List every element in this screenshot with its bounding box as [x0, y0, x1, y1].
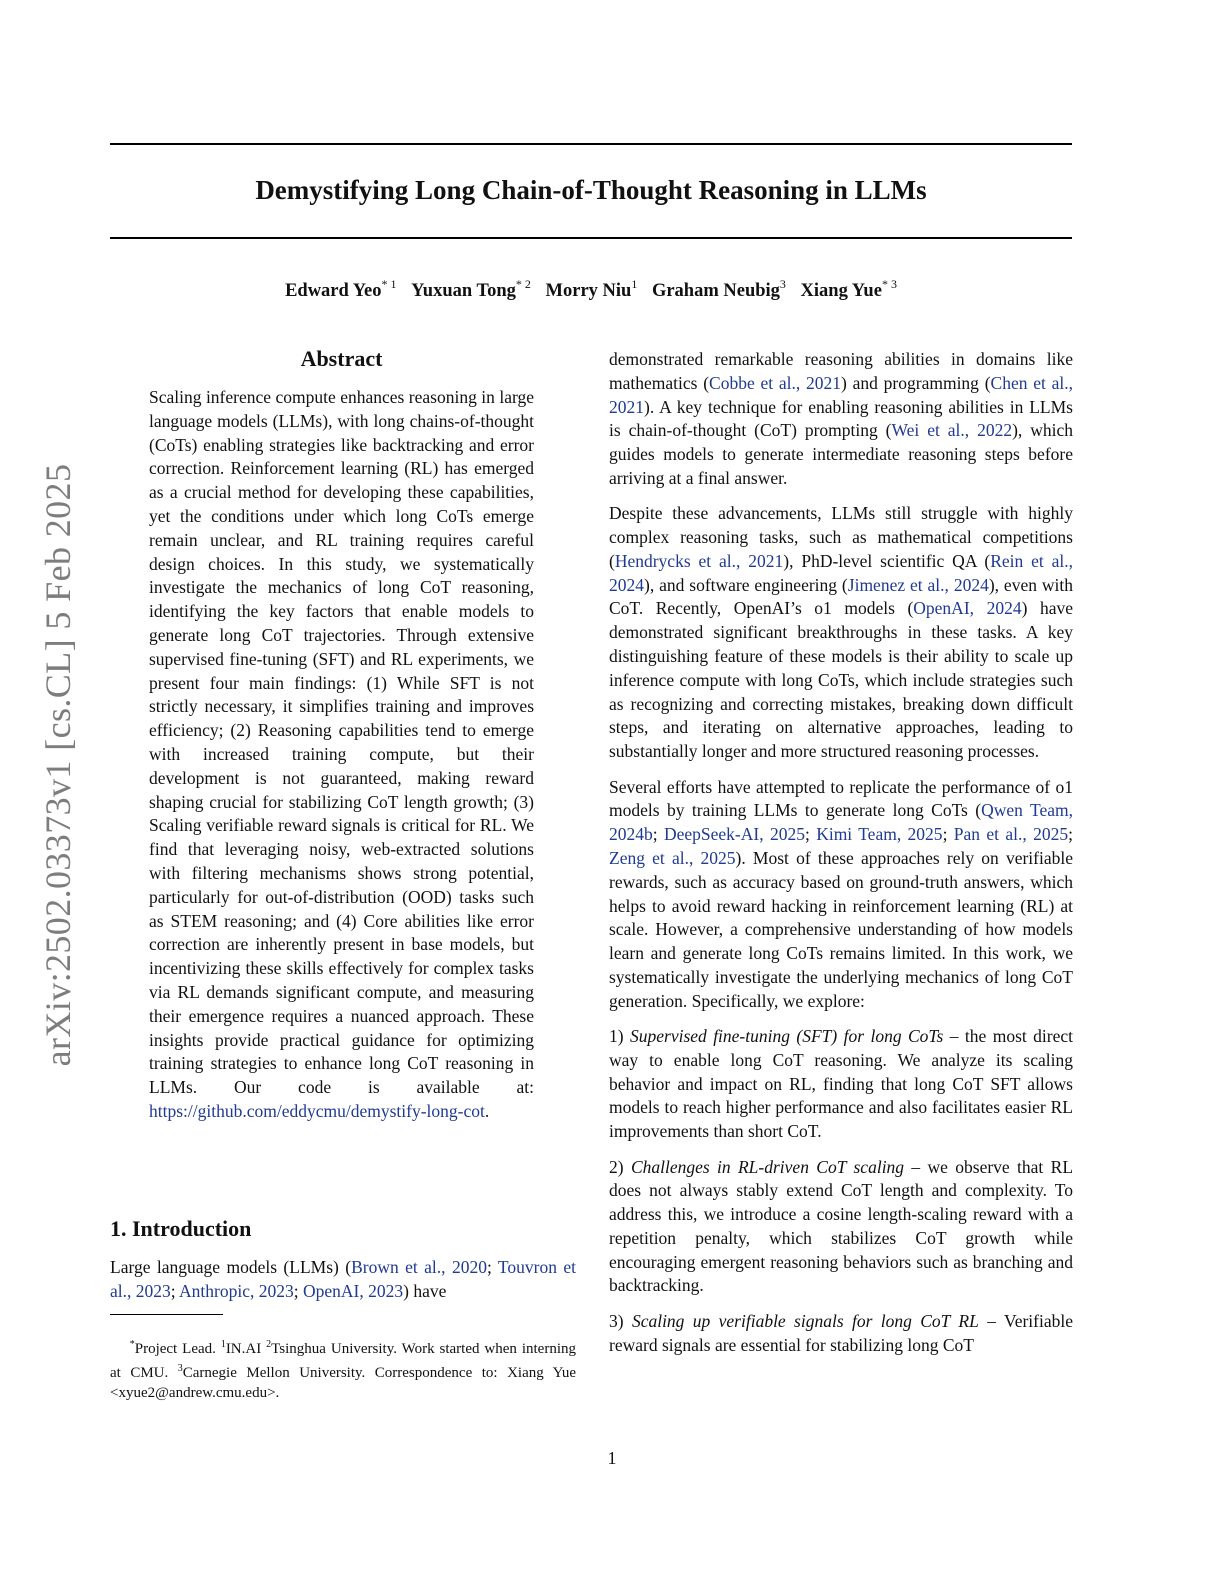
code-repository-link[interactable]: https://github.com/eddycmu/demystify-long-cot [149, 1100, 485, 1121]
citation-link[interactable]: OpenAI, 2024 [913, 598, 1022, 619]
footnote-mark: * [129, 1339, 135, 1350]
finding-number: 2) [609, 1156, 631, 1177]
citation-link[interactable]: DeepSeek-AI, 2025 [663, 824, 805, 845]
text: Large language models (LLMs) ( [110, 1257, 352, 1277]
citation-link[interactable]: Qwen Team, 2024b [609, 800, 1073, 845]
finding-title: Challenges in RL-driven CoT scaling [630, 1156, 905, 1177]
author-name: Morry Niu [545, 281, 632, 302]
citation-link[interactable]: Chen et al., 2021 [609, 372, 1074, 417]
text: ; [486, 1257, 498, 1277]
text: Tsinghua University. Work started when interning at CMU. [110, 1341, 576, 1381]
citation-link[interactable]: Cobbe et al., 2021 [709, 372, 842, 393]
citation-link[interactable]: Kimi Team, 2025 [816, 824, 943, 845]
citation-link[interactable]: Anthropic, 2023 [179, 1280, 294, 1301]
footnote-mark: 2 [266, 1339, 272, 1350]
author [411, 277, 531, 302]
finding-paragraph [609, 1025, 1073, 1144]
text: IN.AI [225, 1341, 267, 1357]
text: ; [170, 1280, 180, 1301]
author-affiliation-mark: * 1 [381, 277, 397, 291]
text: ; [942, 824, 954, 845]
intro-paragraph [110, 1256, 576, 1304]
paper-title: Demystifying Long Chain-of-Thought Reasoning in LLMs [255, 175, 927, 205]
author-affiliation-mark: * 2 [515, 277, 531, 291]
title-rule-top [110, 143, 1072, 145]
citation-link[interactable]: Rein et al., 2024 [609, 550, 1073, 595]
citation-link[interactable]: OpenAI, 2023 [303, 1280, 404, 1301]
author-name: Edward Yeo [285, 281, 382, 302]
author-affiliation-mark: 3 [779, 277, 786, 291]
author-list [110, 278, 1072, 302]
citation-link[interactable]: Touvron et al., 2023 [110, 1257, 577, 1301]
author-affiliation-mark: * 3 [881, 277, 897, 291]
text: ) have [403, 1280, 447, 1301]
author-name: Graham Neubig [651, 281, 780, 302]
body-paragraph [609, 348, 1073, 491]
footnote [110, 1335, 576, 1403]
citation-link[interactable]: Jimenez et al., 2024 [847, 574, 989, 595]
abstract-text: Scaling inference compute enhances reasoning in large language models (LLMs), with long chains-of-thought (CoTs) enabling strategies like backtracking and error correction. Reinforcement learning (RL) has emerged as a crucial method for developing these capabilities, yet the conditions under which long CoTs emerge remain unclear, and RL training requires careful design choices. In this study, we systematically investigate the mechanics of long CoT reasoning, identifying the key factors that enable models to generate long CoT trajectories. Through extensive supervised fine-tuning (SFT) and RL experiments, we present four main findings: (1) While SFT is not strictly necessary, it simplifies training and improves efficiency; (2) Reasoning capabilities tend to emerge with increased training compute, but their development is not guaranteed, making reward shaping crucial for stabilizing CoT length growth; (3) Scaling verifiable reward signals is critical for RL. We find that leveraging noisy, web-extracted solutions with filtering mechanisms shows strong potential, particularly for out-of-distribution (OOD) tasks such as STEM reasoning; and (4) Core abilities like error correction are inherently present in base models, but incentivizing these skills effectively for complex tasks via RL demands significant compute, and measuring their emergence requires a nuanced approach. These insights provide practical guidance for optimizing training strategies to enhance long CoT reasoning in LLMs. Our code is available at: [149, 387, 534, 1098]
author-name: Yuxuan Tong [411, 281, 516, 302]
author [285, 277, 397, 302]
citation-link[interactable]: Brown et al., 2020 [351, 1257, 487, 1277]
citation-link[interactable]: Wei et al., 2022 [891, 420, 1013, 441]
text: ). A key technique for enabling reasoning abilities in LLMs is chain-of-thought (CoT) prompting ( [609, 396, 1073, 441]
abstract-heading: Abstract [300, 346, 383, 371]
author-affiliation-mark: 1 [631, 277, 638, 291]
finding-paragraph [609, 1156, 1073, 1299]
finding-title: Scaling up verifiable signals for long CoT RL [631, 1310, 979, 1331]
section-heading-introduction: 1. Introduction [110, 1216, 252, 1241]
text: demonstrated remarkable reasoning abilities in domains like mathematics ( [609, 349, 1073, 393]
body-paragraph [609, 502, 1073, 764]
text: ; [1068, 824, 1074, 845]
text: ) have demonstrated significant breakthroughs in these tasks. A key distinguishing feature of these models is their ability to scale up inference compute with long CoTs, which include strategies such as recognizing and correcting mistakes, breaking down difficult steps, and iterating on alternative approaches, leading to substantially longer and more structured reasoning processes. [609, 598, 1073, 762]
author [800, 277, 897, 302]
text: ) and programming ( [841, 372, 991, 393]
text: Carnegie Mellon University. Correspondence to: Xiang Yue <xyue2@andrew.cmu.edu>. [110, 1365, 576, 1401]
abstract-body [149, 386, 534, 1124]
text: ; [652, 824, 664, 845]
body-paragraph [609, 776, 1073, 1014]
arxiv-identifier-stamp: arXiv:2502.03373v1 [cs.CL] 5 Feb 2025 [38, 463, 78, 1067]
footnote-mark: 1 [220, 1339, 226, 1350]
text: Despite these advancements, LLMs still struggle with highly complex reasoning tasks, such as mathematical competitions ( [609, 503, 1073, 571]
title-rule-bottom [110, 237, 1072, 239]
text: Several efforts have attempted to replicate the performance of o1 models by training LLMs to generate long CoTs ( [609, 776, 1073, 821]
citation-link[interactable]: Hendrycks et al., 2021 [614, 550, 784, 571]
finding-number: 3) [609, 1310, 632, 1331]
text: – Verifiable reward signals are essential for stabilizing long CoT [609, 1310, 1073, 1355]
finding-paragraph [609, 1310, 1073, 1358]
footnote-mark: 3 [177, 1363, 183, 1374]
finding-title: Supervised fine-tuning (SFT) for long CoTs [630, 1026, 944, 1047]
footnote-rule [110, 1314, 223, 1315]
author [651, 277, 786, 302]
text: ). Most of these approaches rely on verifiable rewards, such as accuracy based on ground-truth answers, which helps to avoid reward hacking in reinforcement learning (RL) at scale. However, a comprehensive understanding of how models learn and generate long CoTs remains limited. In this work, we systematically investigate the underlying mechanics of long CoT generation. Specifically, we explore: [609, 847, 1073, 1011]
page-number: 1 [607, 1448, 617, 1468]
text: Project Lead. [134, 1341, 221, 1357]
citation-link[interactable]: Zeng et al., 2025 [609, 847, 736, 868]
finding-number: 1) [609, 1026, 630, 1047]
text: ), PhD-level scientific QA ( [783, 550, 991, 571]
text: ), which guides models to generate intermediate reasoning steps before arriving at a final answer. [609, 420, 1073, 488]
citation-link[interactable]: Pan et al., 2025 [953, 824, 1069, 845]
text: ; [804, 824, 817, 845]
text: – the most direct way to enable long CoT reasoning. We analyze its scaling behavior and impact on RL, finding that long CoT SFT allows models to reach higher performance and also facilitates easier RL improvements than short CoT. [609, 1026, 1073, 1142]
right-column [609, 348, 1073, 1369]
author [545, 277, 638, 302]
text: ), even with CoT. Recently, OpenAI’s o1 models ( [609, 574, 1073, 619]
text: ; [293, 1280, 304, 1301]
text: ), and software engineering ( [644, 574, 848, 595]
author-name: Xiang Yue [800, 281, 882, 302]
abstract-text-end: . [484, 1100, 490, 1121]
text: – we observe that RL does not always stably extend CoT length and complexity. To address this, we introduce a cosine length-scaling reward with a repetition penalty, which stabilizes CoT growth while encouraging emergent reasoning behaviors such as branching and backtracking. [609, 1156, 1074, 1296]
